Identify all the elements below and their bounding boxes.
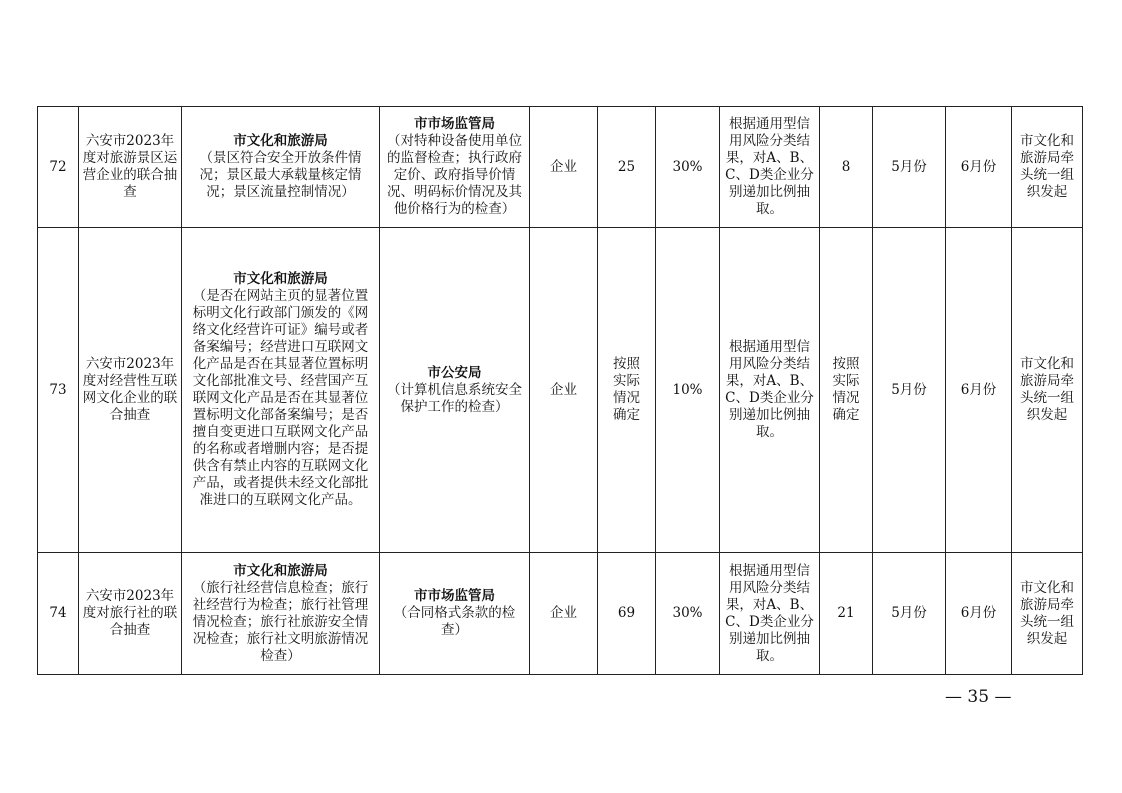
- partner-agency-cell: [380, 553, 530, 675]
- start-month: 5月份: [873, 107, 946, 228]
- start-month: 5月份: [873, 553, 946, 675]
- lead-agency-cell: [182, 553, 380, 675]
- sample-count-cell: [820, 228, 873, 553]
- row-number: 74: [38, 553, 79, 675]
- object-type: 企业: [530, 107, 598, 228]
- partner-items: （合同格式条款的检查）: [393, 605, 516, 638]
- lead-agency-cell: [182, 228, 380, 553]
- lead-agency: 市文化和旅游局: [233, 562, 328, 579]
- table-row: [38, 228, 1083, 553]
- table-row: [38, 107, 1083, 228]
- partner-agency: 市公安局: [427, 364, 482, 381]
- task-name: 六安市2023年度对旅行社的联合抽查: [79, 553, 182, 675]
- partner-items: （计算机信息系统安全保护工作的检查）: [387, 381, 522, 415]
- partner-agency-cell: [380, 228, 530, 553]
- row-number: 72: [38, 107, 79, 228]
- remark: 市文化和旅游局牵头统一组织发起: [1012, 228, 1083, 553]
- table-row: [38, 553, 1083, 675]
- sampling-method: 根据通用型信用风险分类结果，对A、B、C、D类企业分别递加比例抽取。: [720, 553, 820, 675]
- sample-count: 21: [820, 553, 873, 675]
- row-number: 73: [38, 228, 79, 553]
- object-count: 25: [598, 107, 656, 228]
- lead-agency: 市文化和旅游局: [233, 133, 328, 149]
- sampling-method: 根据通用型信用风险分类结果，对A、B、C、D类企业分别递加比例抽取。: [720, 107, 820, 228]
- start-month: 5月份: [873, 228, 946, 553]
- sample-count: 按照实际情况确定: [832, 356, 860, 423]
- partner-agency: 市市场监管局: [414, 588, 495, 604]
- end-month: 6月份: [946, 553, 1012, 675]
- lead-items: （是否在网站主页的显著位置标明文化行政部门颁发的《网络文化经营许可证》编号或者备案编号；经营进口互联网文化产品是否在其显著位置标明文化部批准文号、经营国产互联网文化产品是否在其显著位置标明文化部备案编号；是否擅自变更进口互联网文化产品的名称或者增删内容；是否提供含有禁止内容的互联网文化产品，或者提供未经文化部批准进口的互联网文化产品。: [192, 288, 369, 508]
- lead-items: （旅行社经营信息检查；旅行社经营行为检查；旅行社管理情况检查；旅行社旅游安全情况检查；旅行社文明旅游情况检查）: [192, 579, 369, 664]
- sampling-method: 根据通用型信用风险分类结果，对A、B、C、D类企业分别递加比例抽取。: [720, 228, 820, 553]
- lead-agency-cell: [182, 107, 380, 228]
- object-type: 企业: [530, 228, 598, 553]
- task-name: 六安市2023年度对经营性互联网文化企业的联合抽查: [79, 228, 182, 553]
- sampling-ratio: 10%: [656, 228, 720, 553]
- partner-items: （对特种设备使用单位的监督检查；执行政府定价、政府指导价情况、明码标价情况及其他价格行为的检查）: [387, 133, 522, 217]
- object-count: 按照实际情况确定: [613, 356, 640, 423]
- page-number: — 35 —: [945, 687, 1012, 707]
- remark: 市文化和旅游局牵头统一组织发起: [1012, 107, 1083, 228]
- sampling-ratio: 30%: [656, 107, 720, 228]
- sampling-ratio: 30%: [656, 553, 720, 675]
- task-name: 六安市2023年度对旅游景区运营企业的联合抽查: [79, 107, 182, 228]
- sample-count: 8: [820, 107, 873, 228]
- lead-items: （景区符合安全开放条件情况；景区最大承载量核定情况；景区流量控制情况）: [199, 150, 362, 200]
- object-type: 企业: [530, 553, 598, 675]
- inspection-table: [37, 106, 1083, 675]
- object-count-cell: [598, 228, 656, 553]
- end-month: 6月份: [946, 228, 1012, 553]
- partner-agency: 市市场监管局: [414, 116, 495, 132]
- partner-agency-cell: [380, 107, 530, 228]
- end-month: 6月份: [946, 107, 1012, 228]
- object-count: 69: [598, 553, 656, 675]
- remark: 市文化和旅游局牵头统一组织发起: [1012, 553, 1083, 675]
- lead-agency: 市文化和旅游局: [233, 271, 328, 287]
